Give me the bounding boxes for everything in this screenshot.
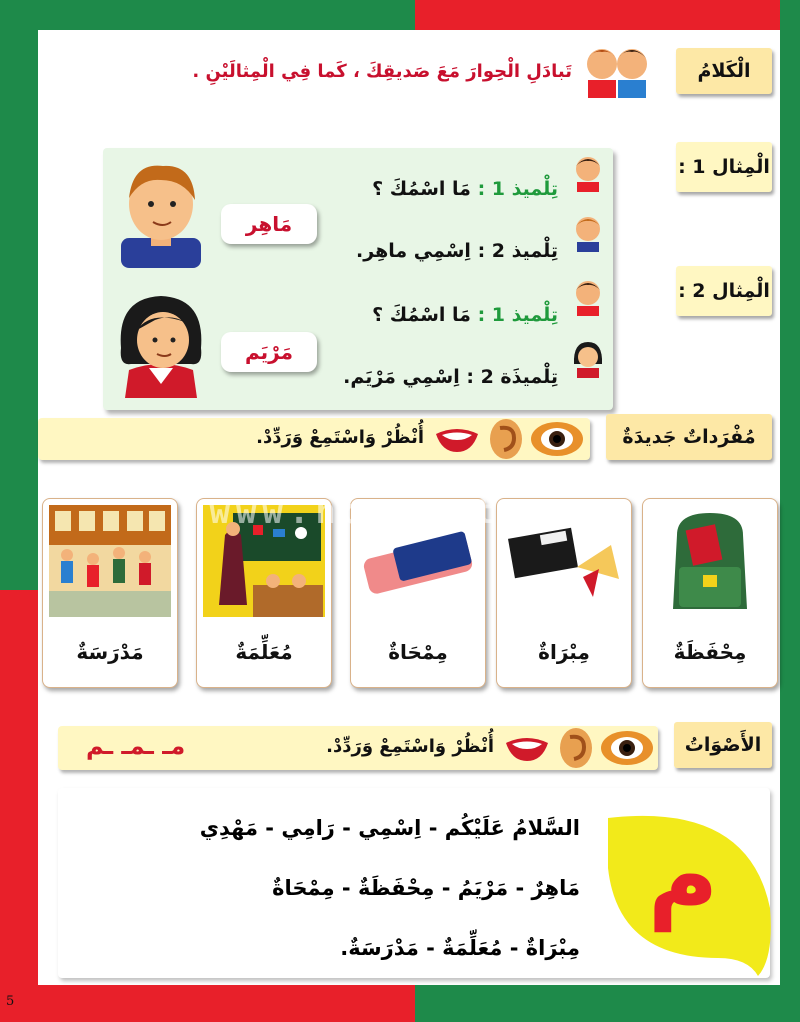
speaker-label: تِلْميذ 2 : xyxy=(477,240,558,262)
name-card-maher: مَاهِر xyxy=(221,204,317,244)
speaking-instruction-band xyxy=(38,52,660,94)
example1-answer-line xyxy=(356,240,558,262)
speaking-instruction: تَبادَلِ الْحِوارَ مَعَ صَديقِكَ ، كَما فِي الْمِثالَيْنِ . xyxy=(192,61,572,82)
eye-icon xyxy=(530,419,584,459)
dialog-text: مَا اسْمُكَ ؟ xyxy=(372,178,471,200)
letter-forms: مـ ـمـ ـم xyxy=(86,732,186,760)
example2-label: الْمِثال 2 : xyxy=(676,266,772,316)
sounds-instruction: أُنْظُرْ وَاسْتَمِعْ وَرَدِّدْ. xyxy=(326,736,494,757)
sounds-tag: الأَصْوَاتُ xyxy=(674,722,772,768)
vocab-word: مَدْرَسَةٌ xyxy=(76,640,144,664)
sounds-line-1: السَّلامُ عَلَيْكُم - اِسْمِي - رَامِي - مَهْدِي xyxy=(199,816,580,840)
dialog-text: مَا اسْمُكَ ؟ xyxy=(372,304,471,326)
vocab-instruction-band xyxy=(38,418,590,460)
sounds-line-3: مِبْرَاةٌ - مُعَلِّمَةٌ - مَدْرَسَةٌ. xyxy=(340,936,580,960)
example2-question-line xyxy=(372,304,558,326)
ear-icon xyxy=(488,418,524,460)
sounds-line-2: مَاهِرٌ - مَرْيَمُ - مِحْفَظَةٌ - مِمْحَاةٌ xyxy=(272,876,580,900)
textbook-page xyxy=(38,30,780,985)
student-boy-icon xyxy=(571,214,605,252)
student-boy-icon xyxy=(571,278,605,316)
speaker-label: تِلْميذ 1 : xyxy=(477,178,558,200)
vocab-tag: مُفْرَداتٌ جَديدَةٌ xyxy=(606,414,772,460)
example1-question-line xyxy=(372,178,558,200)
student-girl-icon xyxy=(571,340,605,378)
vocab-word: مِبْرَاةٌ xyxy=(538,640,590,664)
boy-face-illustration xyxy=(111,158,211,268)
big-letter: م xyxy=(647,820,719,932)
girl-face-illustration xyxy=(111,288,211,398)
speaker-label: تِلْميذ 1 : xyxy=(477,304,558,326)
speaking-tag: الْكَلامُ xyxy=(676,48,772,94)
mouth-icon xyxy=(434,426,480,452)
background-red-bottom xyxy=(0,985,415,1022)
watermark: www.noorart.com xyxy=(209,492,607,532)
vocab-word: مِحْفَظَةٌ xyxy=(673,640,747,664)
ear-icon xyxy=(558,727,594,769)
dialog-text: اِسْمِي مَرْيَم. xyxy=(343,366,460,388)
vocab-word: مُعَلِّمَةٌ xyxy=(235,640,293,664)
speaker-label: تِلْميذَة 2 : xyxy=(466,366,558,388)
mouth-icon xyxy=(504,735,550,761)
vocab-word: مِمْحَاةٌ xyxy=(388,640,448,664)
name-card-maryam: مَرْيَم xyxy=(221,332,317,372)
page-number: 5 xyxy=(6,994,15,1009)
background-red-left xyxy=(0,590,40,990)
example2-answer-line xyxy=(343,366,558,388)
background-green-bottom xyxy=(415,985,800,1022)
vocab-instruction: أُنْظُرْ وَاسْتَمِعْ وَرَدِّدْ. xyxy=(256,427,424,448)
student-boy-icon xyxy=(571,154,605,192)
sounds-instruction-band xyxy=(58,726,658,770)
example1-label: الْمِثال 1 : xyxy=(676,142,772,192)
dialog-box xyxy=(103,148,613,410)
eye-icon xyxy=(600,728,654,768)
two-kids-icon xyxy=(580,44,652,98)
dialog-text: اِسْمِي ماهِر. xyxy=(356,240,471,262)
